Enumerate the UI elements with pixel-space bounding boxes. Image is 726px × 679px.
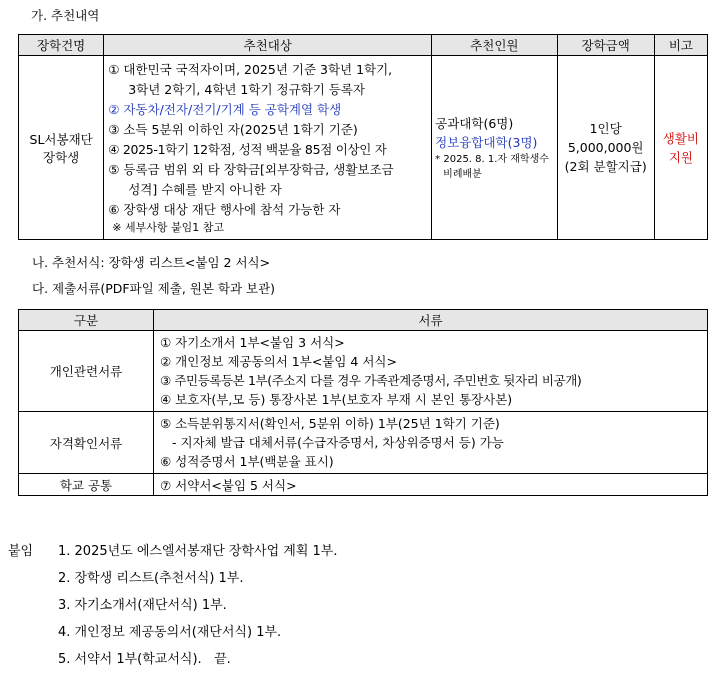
documents-cell <box>154 474 708 496</box>
attachment-item: 5. 서약서 1부(학교서식). 끝. <box>58 652 231 667</box>
remark-line: 생활비 <box>662 130 700 146</box>
header-remark: 비고 <box>654 35 707 56</box>
document-item: ③ 주민등록등본 1부(주소지 다를 경우 가족관계증명서, 주민번호 뒷자리 비공개) <box>160 373 582 388</box>
attachment-item: 2. 장학생 리스트(추천서식) 1부. <box>58 571 244 586</box>
criteria-item: ⑥ 장학생 대상 재단 행사에 참석 가능한 자 <box>108 202 341 217</box>
attachment-item: 3. 자기소개서(재단서식) 1부. <box>58 598 227 613</box>
document-item: ⑥ 성적증명서 1부(백분율 표시) <box>160 454 334 469</box>
header-category: 구분 <box>19 310 154 331</box>
section-c-title: 다. 제출서류(PDF파일 제출, 원본 학과 보관) <box>32 281 276 296</box>
attachment-item: 1. 2025년도 에스엘서봉재단 장학사업 계획 1부. <box>58 544 338 559</box>
amount-cell <box>557 56 654 240</box>
criteria-item: ② 자동차/전자/전기/기계 등 공학계열 학생 <box>108 102 342 117</box>
scholarship-name-cell <box>19 56 104 240</box>
criteria-note: ※ 세부사항 붙임1 참고 <box>112 221 224 234</box>
criteria-item: ⑤ 등록금 범위 외 타 장학금[외부장학금, 생활보조금 <box>108 162 394 177</box>
remark-cell <box>654 56 707 240</box>
criteria-item: ① 대한민국 국적자이며, 2025년 기준 3학년 1학기, <box>108 62 393 77</box>
remark-line: 지원 <box>668 149 693 165</box>
category-cell: 학교 공통 <box>19 474 154 496</box>
category-cell: 개인관련서류 <box>19 331 154 412</box>
recommend-count-cell <box>432 56 557 240</box>
document-item: ⑤ 소득분위통지서(확인서, 5분위 이하) 1부(25년 1학기 기준) <box>160 416 500 431</box>
amount-line: 5,000,000원 <box>567 140 644 155</box>
scholarship-name-line: SL서봉재단 <box>29 131 93 147</box>
recommend-note: 비례배분 <box>443 168 482 180</box>
header-recommend-count: 추천인원 <box>432 35 557 56</box>
header-criteria: 추천대상 <box>104 35 432 56</box>
amount-line: 1인당 <box>589 121 622 136</box>
document-item: ① 자기소개서 1부<붙임 3 서식> <box>160 335 345 350</box>
header-scholarship-name: 장학건명 <box>19 35 104 56</box>
document-item: ② 개인정보 제공동의서 1부<붙임 4 서식> <box>160 354 397 369</box>
recommendation-table <box>18 34 708 240</box>
document-item: ⑦ 서약서<붙임 5 서식> <box>160 477 297 493</box>
document-item: ④ 보호자(부,모 등) 통장사본 1부(보호자 부재 시 본인 통장사본) <box>160 392 513 407</box>
header-documents: 서류 <box>154 310 708 331</box>
documents-table <box>18 309 708 496</box>
documents-cell <box>154 412 708 474</box>
criteria-cell <box>104 56 432 240</box>
recommend-note: * 2025. 8. 1.자 재학생수 <box>435 153 549 165</box>
section-b-title: 나. 추천서식: 장학생 리스트<붙임 2 서식> <box>32 255 271 270</box>
criteria-item: 성격] 수혜를 받지 아니한 자 <box>128 182 282 197</box>
documents-cell <box>154 331 708 412</box>
amount-line: (2회 분할지급) <box>564 159 647 174</box>
attachments-label: 붙임 <box>8 544 34 559</box>
criteria-item: ④ 2025-1학기 12학점, 성적 백분율 85점 이상인 자 <box>108 142 387 157</box>
category-cell: 자격확인서류 <box>19 412 154 474</box>
recommend-line: 정보융합대학(3명) <box>435 134 538 150</box>
criteria-item: ③ 소득 5분위 이하인 자(2025년 1학기 기준) <box>108 122 358 137</box>
header-amount: 장학금액 <box>557 35 654 56</box>
document-item: - 지자체 발급 대체서류(수급자증명서, 차상위증명서 등) 가능 <box>172 435 504 450</box>
scholarship-name-line: 장학생 <box>43 149 80 165</box>
criteria-item: 3학년 2학기, 4학년 1학기 정규학기 등록자 <box>128 82 366 97</box>
attachment-item: 4. 개인정보 제공동의서(재단서식) 1부. <box>58 625 282 640</box>
section-a-title: 가. 추천내역 <box>31 8 100 23</box>
recommend-line: 공과대학(6명) <box>435 115 514 131</box>
